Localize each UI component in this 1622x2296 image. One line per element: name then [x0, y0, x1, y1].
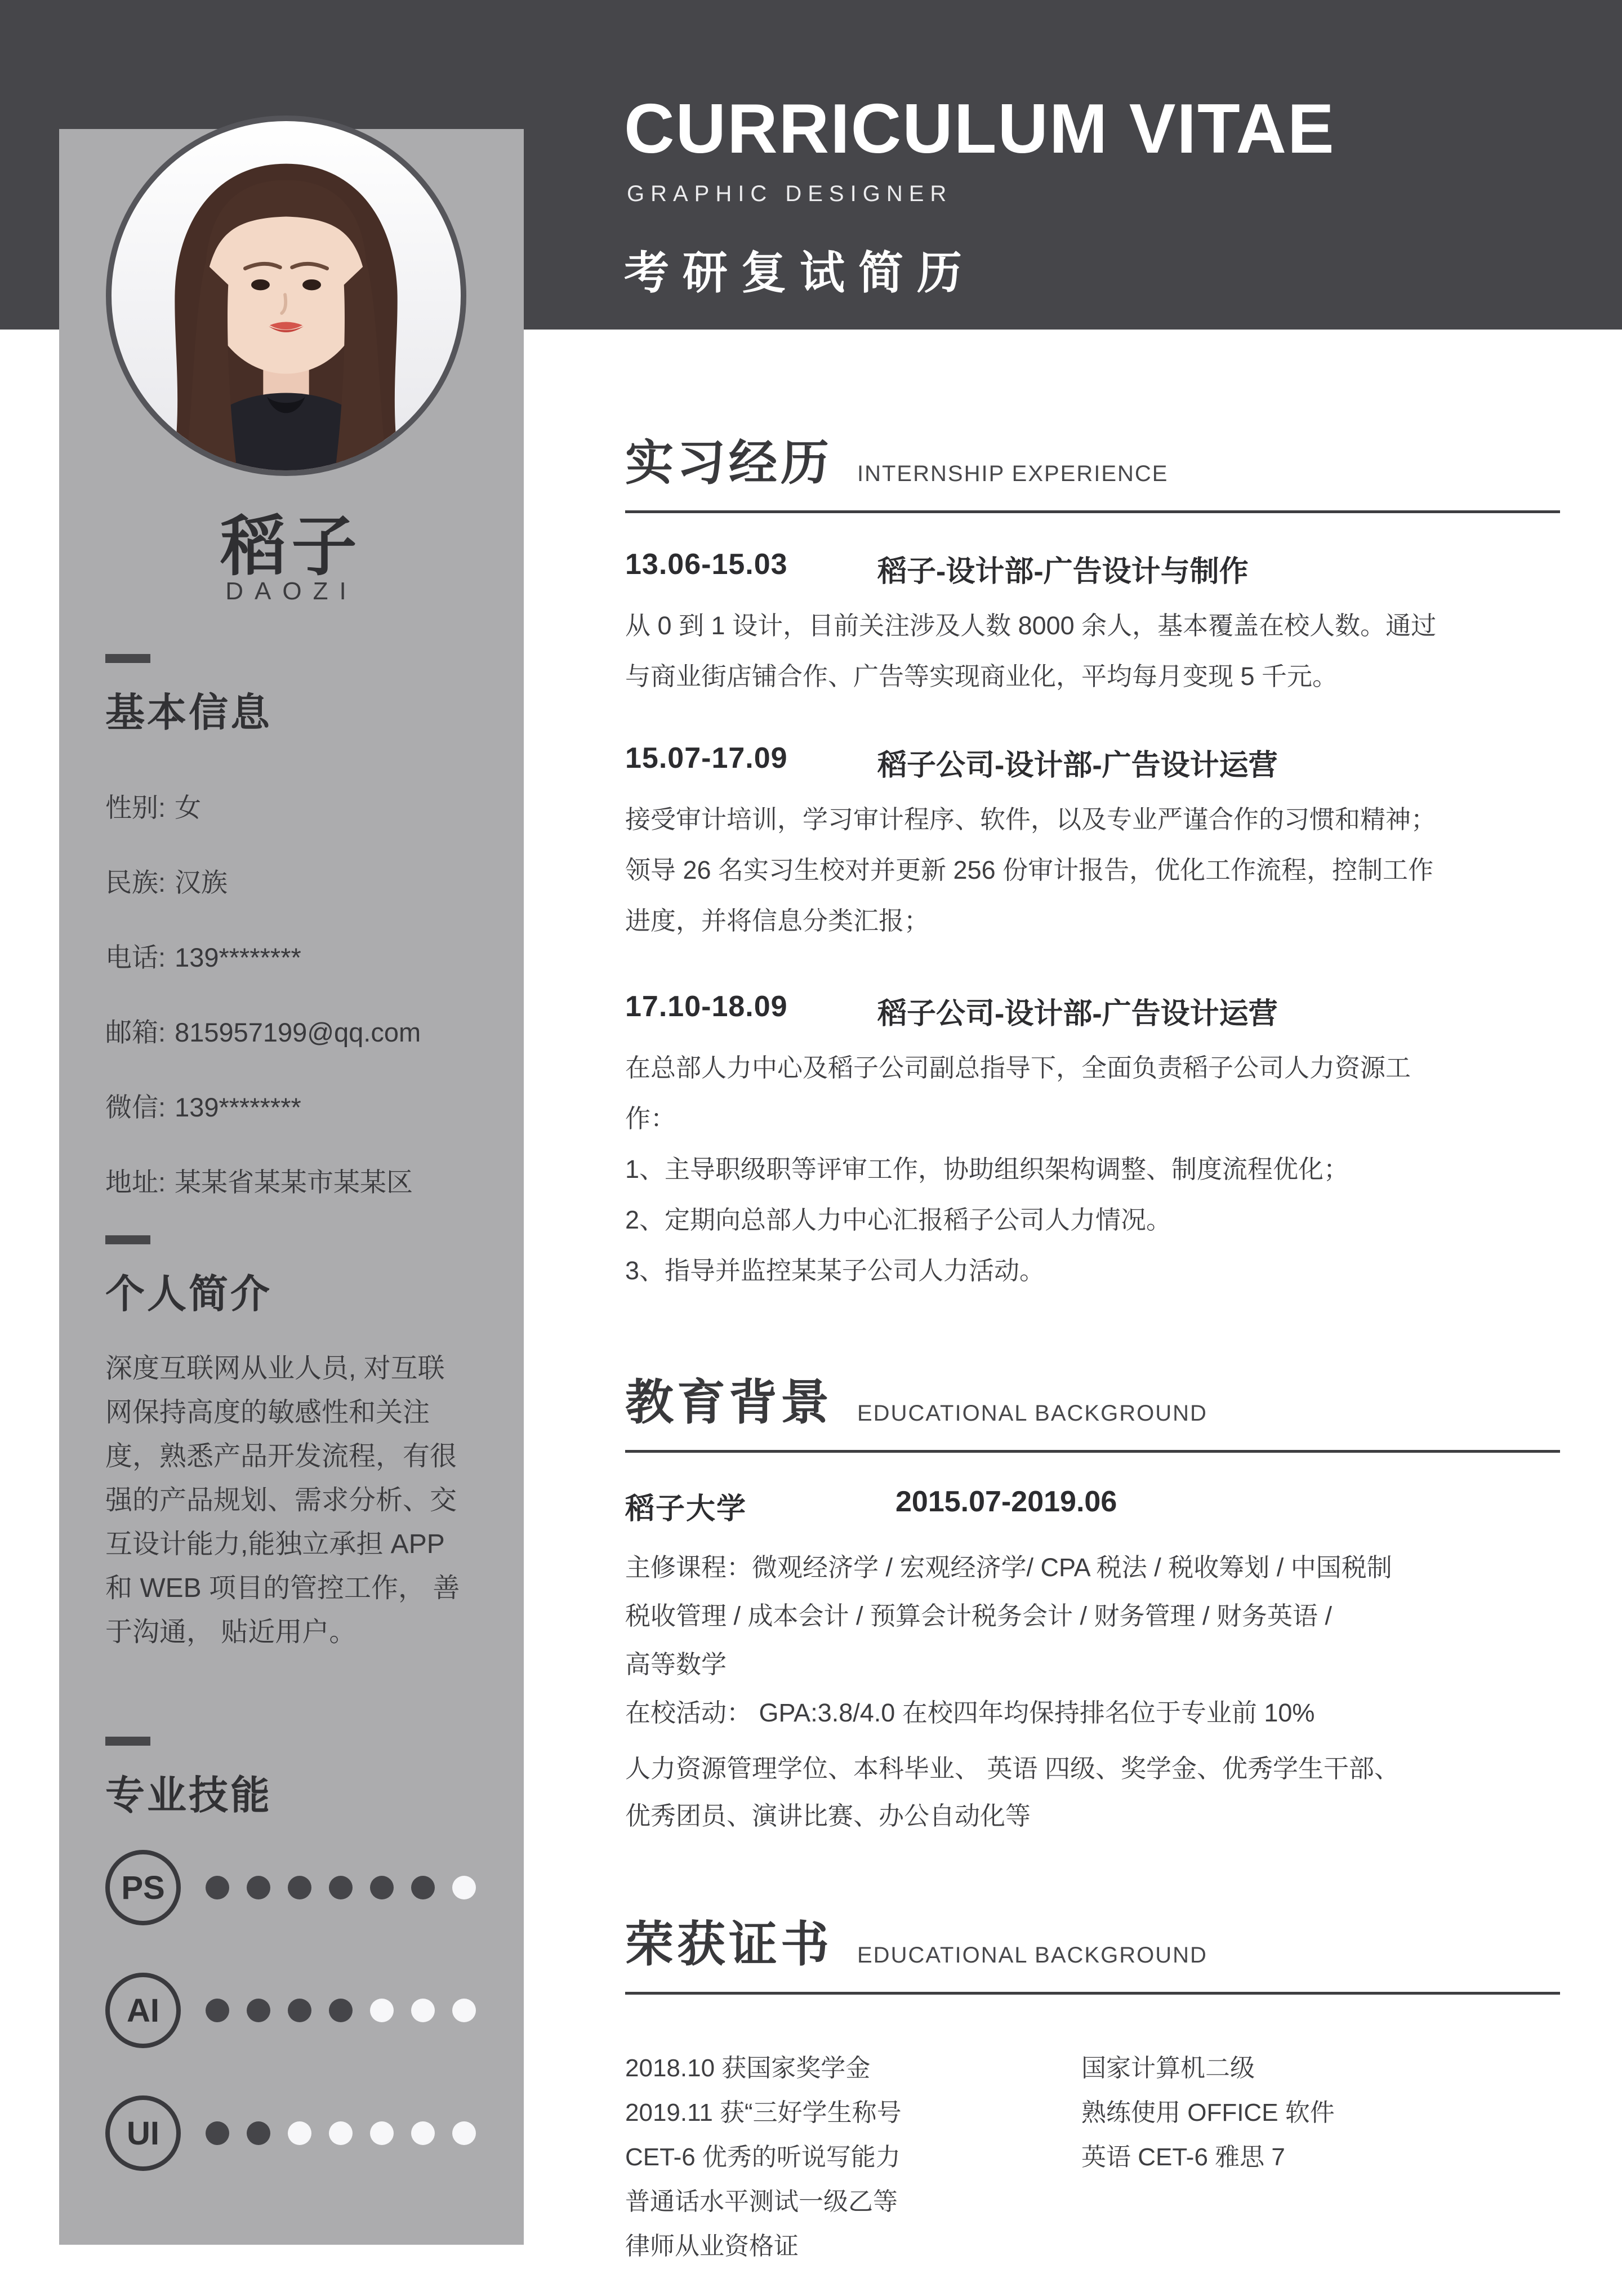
section-divider	[625, 1992, 1560, 1995]
skill-dot	[288, 2121, 311, 2145]
skill-dot	[452, 1876, 476, 1899]
experience-line: 1、主导职级职等评审工作，协助组织架构调整、制度流程优化；	[625, 1155, 1349, 1183]
experience-entry-header	[625, 990, 1278, 1032]
experience-description	[625, 600, 1571, 702]
experience-period: 15.07-17.09	[625, 742, 788, 775]
experience-entry-header	[625, 741, 1278, 784]
skill-dot	[247, 1999, 270, 2022]
experience-line: 领导 26 名实习生校对并更新 256 份审计报告，优化工作流程，控制工作	[625, 856, 1434, 884]
skill-row-ps	[105, 1843, 476, 1933]
section-title-en: EDUCATIONAL BACKGROUND	[857, 1943, 1207, 1968]
education-line: 人力资源管理学位、本科毕业、 英语 四级、奖学金、优秀学生干部、	[625, 1754, 1400, 1783]
candidate-name-pinyin: DAOZI	[225, 577, 358, 605]
section-dash	[105, 1737, 150, 1746]
skill-dot	[452, 1999, 476, 2022]
section-title-zh: 实习经历	[625, 436, 832, 490]
education-line: 税收管理 / 成本会计 / 预算会计税务会计 / 财务管理 / 财务英语 /	[625, 1601, 1333, 1630]
profile-line: 深度互联网从业人员, 对互联	[105, 1354, 445, 1383]
sidebar-heading-profile: 个人简介	[105, 1272, 272, 1316]
info-row-email	[105, 1012, 421, 1049]
experience-description	[625, 794, 1571, 946]
main-column	[625, 0, 1560, 2296]
experience-period: 17.10-18.09	[625, 990, 788, 1023]
experience-role: 稻子公司-设计部-广告设计运营	[877, 998, 1278, 1030]
section-certificates	[625, 1905, 1560, 1995]
section-divider	[625, 1450, 1560, 1453]
education-line: 高等数学	[625, 1650, 727, 1679]
section-dash	[105, 1235, 150, 1244]
profile-photo	[106, 115, 466, 476]
info-label: 微信:	[105, 1092, 166, 1122]
education-line: 主修课程：微观经济学 / 宏观经济学/ CPA 税法 / 税收筹划 / 中国税制	[625, 1553, 1392, 1582]
certificate-item: 普通话水平测试一级乙等	[625, 2188, 898, 2215]
info-value: 815957199@qq.com	[175, 1017, 421, 1047]
skill-dot	[370, 1999, 394, 2022]
section-internship	[625, 424, 1560, 513]
skill-dot	[370, 2121, 394, 2145]
education-line: 优秀团员、演讲比赛、办公自动化等	[625, 1801, 1031, 1830]
section-title-en: EDUCATIONAL BACKGROUND	[857, 1401, 1207, 1426]
education-courses	[625, 1543, 1571, 1737]
skill-badge-icon: AI	[105, 1973, 181, 2048]
profile-line: 和 WEB 项目的管控工作， 善	[105, 1573, 460, 1603]
experience-role: 稻子-设计部-广告设计与制作	[877, 555, 1249, 588]
certificate-item: 英语 CET-6 雅思 7	[1081, 2143, 1285, 2171]
profile-line: 网保持高度的敏感性和关注	[105, 1398, 430, 1427]
certificate-item: CET-6 优秀的听说写能力	[625, 2143, 901, 2171]
experience-line: 从 0 到 1 设计，目前关注涉及人数 8000 余人，基本覆盖在校人数。通过	[625, 611, 1437, 640]
skill-badge-icon: UI	[105, 2095, 181, 2171]
experience-line: 进度，并将信息分类汇报；	[625, 906, 930, 935]
info-value: 139********	[175, 1092, 301, 1122]
certificate-item: 2018.10 获国家奖学金	[625, 2054, 871, 2082]
section-divider	[625, 510, 1560, 513]
experience-line: 作：	[625, 1104, 676, 1133]
experience-entry-header	[625, 548, 1249, 590]
skill-dot	[411, 1876, 435, 1899]
certificates-left-column	[625, 2046, 902, 2268]
experience-line: 在总部人力中心及稻子公司副总指导下，全面负责稻子公司人力资源工	[625, 1053, 1411, 1082]
profile-line: 度，熟悉产品开发流程，有很	[105, 1441, 457, 1471]
sidebar-heading-skills: 专业技能	[105, 1773, 272, 1817]
info-label: 电话:	[105, 942, 166, 972]
basic-info-list	[105, 787, 421, 1236]
section-title-en: INTERNSHIP EXPERIENCE	[857, 461, 1169, 486]
info-value: 汉族	[175, 867, 228, 897]
info-value: 某某省某某市某某区	[175, 1167, 413, 1197]
skill-dot	[411, 1999, 435, 2022]
section-dash	[105, 654, 150, 663]
info-row-wechat	[105, 1087, 421, 1124]
info-value: 女	[175, 793, 202, 822]
info-row-gender	[105, 787, 421, 825]
skill-dot	[329, 1999, 353, 2022]
experience-role: 稻子公司-设计部-广告设计运营	[877, 749, 1278, 782]
experience-line: 与商业街店铺合作、广告等实现商业化，平均每月变现 5 千元。	[625, 662, 1338, 691]
education-line: 在校活动： GPA:3.8/4.0 在校四年均保持排名位于专业前 10%	[625, 1698, 1315, 1727]
education-entry-header	[625, 1485, 1117, 1527]
skill-dot	[411, 2121, 435, 2145]
skill-row-ui	[105, 2088, 476, 2178]
skill-dot	[329, 1876, 353, 1899]
skill-dot	[247, 2121, 270, 2145]
certificate-item: 国家计算机二级	[1081, 2054, 1255, 2082]
experience-line: 3、指导并监控某某子公司人力活动。	[625, 1256, 1045, 1285]
info-row-address	[105, 1162, 421, 1199]
experience-line: 接受审计培训，学习审计程序、软件，以及专业严谨合作的习惯和精神；	[625, 805, 1437, 834]
skill-dot	[329, 2121, 353, 2145]
certificate-item: 2019.11 获“三好学生称号	[625, 2099, 902, 2126]
info-label: 性别:	[105, 793, 166, 822]
experience-line: 2、定期向总部人力中心汇报稻子公司人力情况。	[625, 1205, 1172, 1234]
portrait-illustration	[112, 121, 461, 470]
info-row-ethnicity	[105, 862, 421, 900]
profile-line: 于沟通， 贴近用户。	[105, 1617, 357, 1647]
info-value: 139********	[175, 942, 301, 972]
skill-dots	[206, 1876, 476, 1899]
skill-row-ai	[105, 1965, 476, 2055]
section-header	[625, 1363, 1560, 1433]
certificate-item: 熟练使用 OFFICE 软件	[1081, 2099, 1335, 2126]
sidebar-heading-basic-info: 基本信息	[105, 691, 272, 735]
experience-description	[625, 1043, 1571, 1296]
skill-dots	[206, 2121, 476, 2145]
education-school: 稻子大学	[625, 1493, 747, 1525]
profile-summary	[105, 1347, 494, 1654]
info-label: 地址:	[105, 1167, 166, 1197]
experience-period: 13.06-15.03	[625, 548, 788, 581]
skill-dot	[206, 1876, 229, 1899]
skill-dot	[206, 2121, 229, 2145]
skill-dot	[206, 1999, 229, 2022]
skill-dot	[247, 1876, 270, 1899]
certificate-item: 律师从业资格证	[625, 2232, 799, 2260]
page-tagline: 考研复试简历	[624, 248, 975, 298]
section-education	[625, 1363, 1560, 1453]
section-header	[625, 424, 1560, 493]
section-title-zh: 教育背景	[625, 1376, 832, 1430]
info-row-phone	[105, 937, 421, 975]
education-period: 2015.07-2019.06	[895, 1485, 1117, 1518]
skill-dot	[370, 1876, 394, 1899]
skill-dot	[288, 1876, 311, 1899]
page-subtitle: GRAPHIC DESIGNER	[627, 181, 953, 206]
profile-line: 强的产品规划、需求分析、交	[105, 1485, 457, 1515]
section-title-zh: 荣获证书	[625, 1917, 832, 1972]
skill-dot	[288, 1999, 311, 2022]
education-honors	[625, 1745, 1571, 1840]
info-label: 民族:	[105, 867, 166, 897]
skill-badge-icon: PS	[105, 1850, 181, 1925]
page-title: CURRICULUM VITAE	[624, 90, 1335, 168]
skill-dot	[452, 2121, 476, 2145]
section-header	[625, 1905, 1560, 1975]
certificates-right-column	[1081, 2046, 1335, 2179]
sidebar	[59, 129, 524, 2245]
info-label: 邮箱:	[105, 1017, 166, 1047]
skill-dots	[206, 1999, 476, 2022]
candidate-name: 稻子	[220, 510, 363, 583]
profile-line: 互设计能力,能独立承担 APP	[105, 1529, 445, 1559]
